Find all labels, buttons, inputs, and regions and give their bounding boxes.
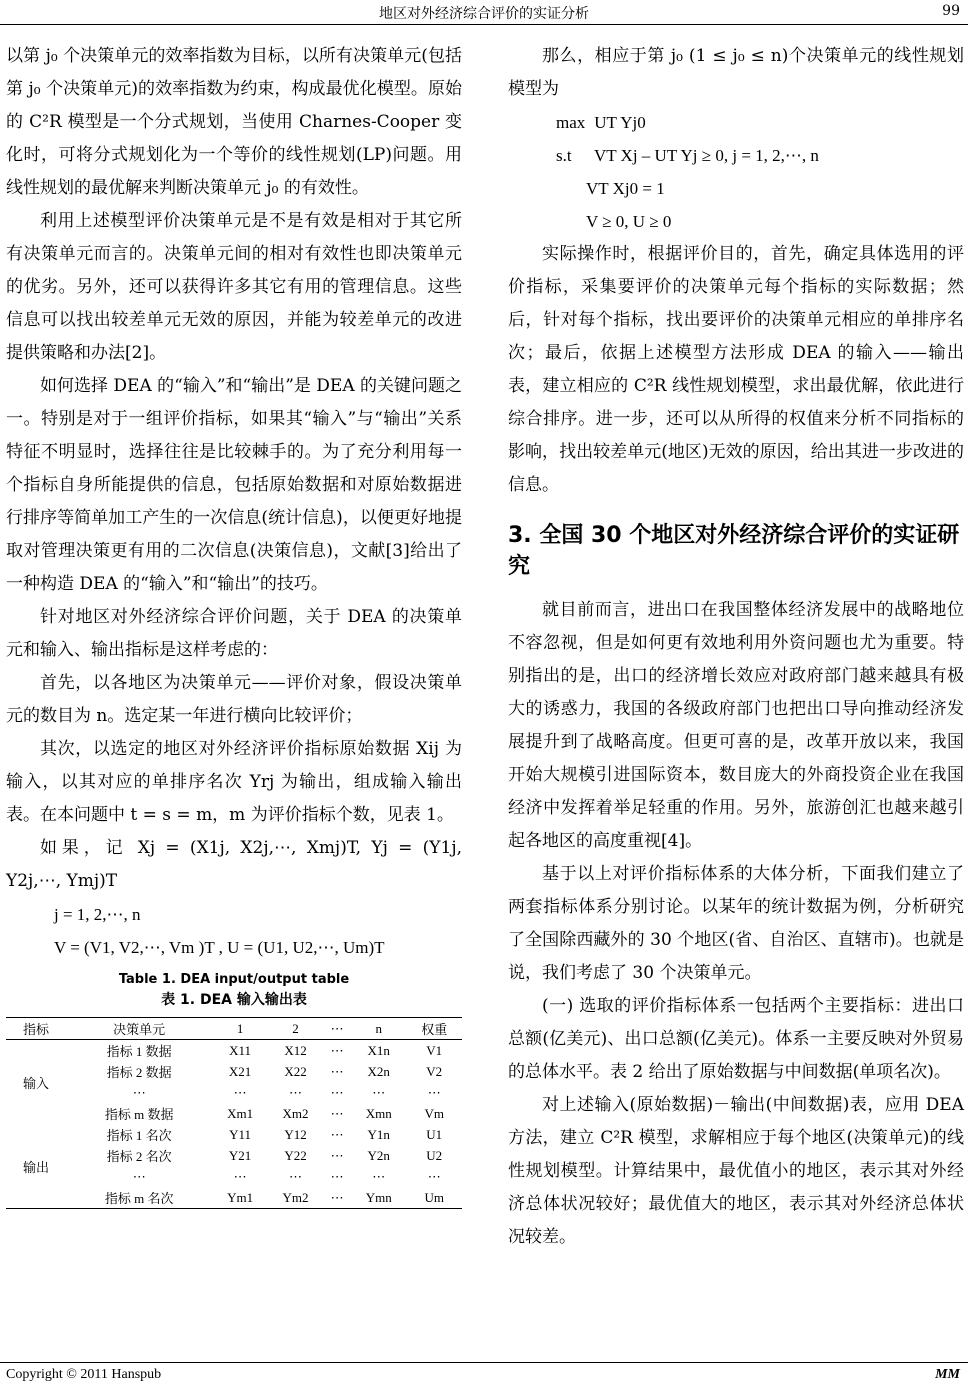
table-cell: ⋯ bbox=[132, 1084, 146, 1100]
table-cell: 指标 2 名次 bbox=[106, 1149, 172, 1164]
table-header-cell: n bbox=[375, 1020, 382, 1036]
table-cell: V1 bbox=[426, 1042, 443, 1058]
dea-table bbox=[6, 1017, 462, 1209]
table-cell: ⋯ bbox=[330, 1147, 344, 1163]
table-cell: Y12 bbox=[284, 1126, 307, 1142]
table-cell: Xm2 bbox=[282, 1105, 309, 1121]
table-cell: ⋯ bbox=[330, 1189, 344, 1205]
paragraph: 对上述输入(原始数据)－输出(中间数据)表，应用 DEA 方法，建立 C²R 模型，求解相应于每个地区(决策单元)的线性规划模型。计算结果中，最优值小的地区，表示其对外经济总体状况较好；最优值大的地区，表示其对外经济总体状况较差。 bbox=[508, 1095, 964, 1247]
table-cell: ⋯ bbox=[330, 1168, 344, 1184]
group-label-input: 输入 bbox=[22, 1075, 49, 1091]
section-title: 全国 30 个地区对外经济综合评价的实证研究 bbox=[508, 523, 960, 579]
table-cell: ⋯ bbox=[233, 1084, 247, 1100]
table-cell: X2n bbox=[367, 1063, 390, 1079]
table-cell: Ymn bbox=[365, 1189, 392, 1205]
lp-objective bbox=[508, 106, 964, 139]
paragraph: 那么，相应于第 j₀ (1 ≤ j₀ ≤ n)个决策单元的线性规划模型为 bbox=[508, 46, 964, 99]
running-title: 地区对外经济综合评价的实证分析 bbox=[379, 6, 589, 22]
table-cell: ⋯ bbox=[330, 1084, 344, 1100]
table-cell: V2 bbox=[426, 1063, 443, 1079]
table-header-row bbox=[6, 1018, 462, 1040]
table-cell: ⋯ bbox=[233, 1168, 247, 1184]
table-cell: Ym1 bbox=[227, 1189, 254, 1205]
page-header bbox=[0, 0, 968, 25]
table-cell: ⋯ bbox=[330, 1063, 344, 1079]
group-label-output: 输出 bbox=[22, 1159, 49, 1175]
paragraph: 就目前而言，进出口在我国整体经济发展中的战略地位不容忽视，但是如何更有效地利用外资问题也尤为重要。特别指出的是，出口的经济增长效应对政府部门越来越具有极大的诱惑力，我国的各级政府部门也把出口导向推动经济发展提升到了战略高度。但更可喜的是，改革开放以来，我国开始大规模引进国际资本，数目庞大的外商投资企业在我国经济中发挥着举足轻重的作用。另外，旅游创汇也越来越引起各地区的高度重视[4]。 bbox=[508, 600, 964, 851]
table-cell: Vm bbox=[424, 1105, 444, 1121]
table-row bbox=[6, 1145, 462, 1166]
table-caption bbox=[6, 972, 462, 1009]
table-cell: U1 bbox=[426, 1126, 443, 1142]
table-cell: ⋯ bbox=[289, 1168, 303, 1184]
table-cell: ⋯ bbox=[132, 1168, 146, 1184]
table-cell: X11 bbox=[229, 1042, 252, 1058]
table-cell: 指标 2 数据 bbox=[106, 1065, 172, 1080]
table-cell: X1n bbox=[367, 1042, 390, 1058]
table-header-cell: ⋯ bbox=[330, 1020, 344, 1036]
table-cell: 指标 1 数据 bbox=[106, 1044, 172, 1059]
section-heading bbox=[508, 520, 964, 582]
copyright: Copyright © 2011 Hanspub bbox=[6, 1367, 162, 1382]
table-cell: Um bbox=[424, 1189, 444, 1205]
table-cell: X12 bbox=[284, 1042, 307, 1058]
paragraph: (一) 选取的评价指标体系一包括两个主要指标：进出口总额(亿美元)、出口总额(亿美元)。体系一主要反映对外贸易的总体水平。表 2 给出了原始数据与中间数据(单项名次)。 bbox=[508, 996, 964, 1082]
paragraph: 实际操作时，根据评价目的，首先，确定具体选用的评价指标，采集要评价的决策单元每个指标的实际数据；然后，针对每个指标，找出要评价的决策单元相应的单排序名次；最后，依据上述模型方法形成 DEA 的输入——输出表，建立相应的 C²R 线性规划模型，求出最优解，依此进行综合排序。进一步，还可以从所得的权值来分析不同指标的影响，找出较差单元(地区)无效的原因，给出其进一步改进的信息。 bbox=[508, 244, 964, 495]
table-cell: ⋯ bbox=[330, 1126, 344, 1142]
section-number: 3. bbox=[508, 523, 532, 548]
table-cell: Y21 bbox=[228, 1147, 252, 1163]
lp-objective-expr: UT Yj0 bbox=[594, 113, 646, 132]
paragraph: 如果，记 Xj = (X1j, X2j,⋯, Xmj)T, Yj = (Y1j, Y2j,⋯, Ymj)T bbox=[6, 838, 462, 891]
page-footer bbox=[0, 1362, 968, 1382]
table-row bbox=[6, 1040, 462, 1062]
table-cell: Ym2 bbox=[282, 1189, 309, 1205]
table-row bbox=[6, 1124, 462, 1145]
table-cell: Xmn bbox=[365, 1105, 392, 1121]
lp-st-label: s.t bbox=[556, 146, 572, 165]
table-header-cell: 权重 bbox=[421, 1022, 448, 1037]
table-cell: ⋯ bbox=[427, 1084, 441, 1100]
paragraph: 针对地区对外经济综合评价问题，关于 DEA 的决策单元和输入、输出指标是这样考虑的： bbox=[6, 607, 462, 660]
table-cell: Y11 bbox=[229, 1126, 252, 1142]
table-row bbox=[6, 1082, 462, 1103]
table-caption-en: Table 1. DEA input/output table bbox=[118, 972, 350, 987]
left-column bbox=[6, 40, 462, 1209]
table-cell: ⋯ bbox=[330, 1042, 344, 1058]
equation-index: j = 1, 2,⋯, n bbox=[54, 905, 141, 924]
page-number: 99 bbox=[942, 3, 960, 19]
table-cell: ⋯ bbox=[427, 1168, 441, 1184]
journal-abbrev: MM bbox=[935, 1367, 960, 1382]
lp-max-label: max bbox=[556, 113, 586, 132]
table-cell: 指标 m 数据 bbox=[104, 1107, 174, 1122]
paragraph: 其次，以选定的地区对外经济评价指标原始数据 Xij 为输入，以其对应的单排序名次 Yrj 为输出，组成输入输出表。在本问题中 t = s = m，m 为评价指标个数，见表 1。 bbox=[6, 739, 462, 825]
lp-constraint-1 bbox=[508, 139, 964, 172]
table-cell: X22 bbox=[284, 1063, 307, 1079]
table-header-cell: 指标 bbox=[22, 1022, 49, 1037]
paragraph: 首先，以各地区为决策单元——评价对象，假设决策单元的数目为 n。选定某一年进行横向比较评价； bbox=[6, 673, 462, 726]
table-row bbox=[6, 1166, 462, 1187]
table-cell: Y1n bbox=[367, 1126, 390, 1142]
lp-constraint-3: V ≥ 0, U ≥ 0 bbox=[586, 212, 672, 231]
table-cell: Xm1 bbox=[227, 1105, 254, 1121]
lp-constraint-2: VT Xj0 = 1 bbox=[586, 179, 665, 198]
table-cell: 指标 m 名次 bbox=[104, 1191, 174, 1206]
table-cell: ⋯ bbox=[289, 1084, 303, 1100]
paragraph: 利用上述模型评价决策单元是不是有效是相对于其它所有决策单元而言的。决策单元间的相对有效性也即决策单元的优劣。另外，还可以获得许多其它有用的管理信息。这些信息可以找出较差单元无效的原因，并能为较差单元的改进提供策略和办法[2]。 bbox=[6, 211, 462, 363]
table-cell: X21 bbox=[228, 1063, 252, 1079]
table-cell: U2 bbox=[426, 1147, 443, 1163]
table-cell: Y22 bbox=[284, 1147, 307, 1163]
lp-constraint-expr: VT Xj – UT Yj ≥ 0, j = 1, 2,⋯, n bbox=[593, 146, 819, 165]
table-header-cell: 决策单元 bbox=[113, 1022, 166, 1037]
table-cell: 指标 1 名次 bbox=[106, 1128, 172, 1143]
table-header-cell: 1 bbox=[236, 1020, 244, 1036]
table-cell: Y2n bbox=[367, 1147, 390, 1163]
paragraph: 如何选择 DEA 的“输入”和“输出”是 DEA 的关键问题之一。特别是对于一组评价指标，如果其“输入”与“输出”关系特征不明显时，选择往往是比较棘手的。为了充分利用每一个指标自身所能提供的信息，包括原始数据和对原始数据进行排序等简单加工产生的一次信息(统计信息)，以便更好地提取对管理决策更有用的二次信息(决策信息)，文献[3]给出了一种构造 DEA 的“输入”和“输出”的技巧。 bbox=[6, 376, 463, 594]
paragraph: 基于以上对评价指标体系的大体分析，下面我们建立了两套指标体系分别讨论。以某年的统计数据为例，分析研究了全国除西藏外的 30 个地区(省、自治区、直辖市)。也就是说，我们考虑了 30 个决策单元。 bbox=[508, 864, 964, 983]
table-header-cell: 2 bbox=[292, 1020, 299, 1036]
table-cell: ⋯ bbox=[372, 1084, 386, 1100]
table-cell: ⋯ bbox=[330, 1105, 344, 1121]
table-row bbox=[6, 1061, 462, 1082]
table-cell: ⋯ bbox=[372, 1168, 386, 1184]
table-row bbox=[6, 1103, 462, 1124]
right-column bbox=[508, 40, 964, 1254]
table-row bbox=[6, 1187, 462, 1209]
table-caption-cn: 表 1. DEA 输入输出表 bbox=[161, 992, 307, 1008]
paragraph: 以第 j₀ 个决策单元的效率指数为目标，以所有决策单元(包括第 j₀ 个决策单元)的效率指数为约束，构成最优化模型。原始的 C²R 模型是一个分式规划，当使用 Charnes-Cooper 变化时，可将分式规划化为一个等价的线性规划(LP)问题。用线性规划的最优解来判断决策单元 j₀ 的有效性。 bbox=[6, 46, 462, 198]
equation-weights: V = (V1, V2,⋯, Vm )T , U = (U1, U2,⋯, Um)T bbox=[54, 938, 385, 957]
